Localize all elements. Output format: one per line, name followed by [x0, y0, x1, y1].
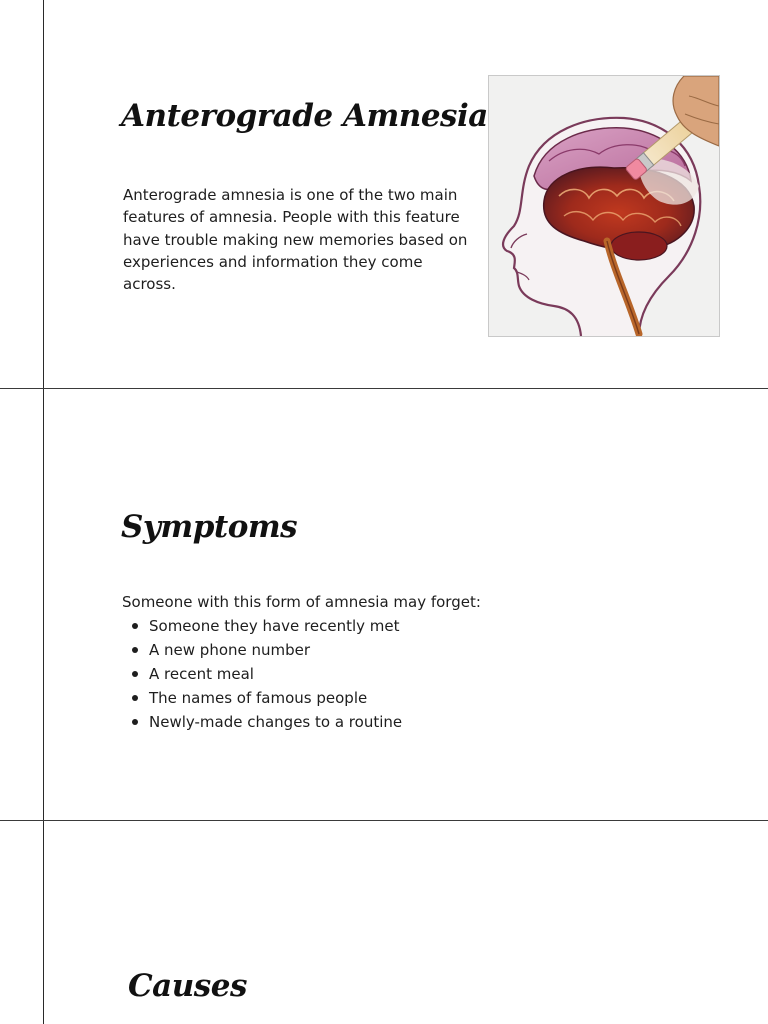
list-item	[131, 710, 402, 734]
section-divider-1	[0, 388, 768, 389]
bullet-icon	[132, 719, 138, 725]
list-item-text: Newly-made changes to a routine	[149, 713, 403, 731]
anterograde-amnesia-heading: Anterograde Amnesia	[121, 98, 488, 134]
list-item	[131, 662, 402, 686]
causes-heading: Causes	[128, 968, 247, 1004]
list-item-text: Someone they have recently met	[149, 617, 400, 635]
list-item-text: The names of famous people	[149, 689, 368, 707]
vertical-divider	[43, 0, 44, 1024]
list-item-text: A new phone number	[149, 641, 311, 659]
list-item-text: A recent meal	[149, 665, 254, 683]
list-item	[131, 614, 402, 638]
brain-eraser-illustration	[488, 75, 720, 337]
list-item	[131, 686, 402, 710]
bullet-icon	[132, 623, 138, 629]
symptoms-list	[131, 614, 402, 734]
anterograde-amnesia-paragraph: Anterograde amnesia is one of the two main features of amnesia. People with this feature have trouble making new memories based on experiences and information they come across.	[123, 186, 468, 294]
bullet-icon	[132, 671, 138, 677]
section-divider-2	[0, 820, 768, 821]
symptoms-intro: Someone with this form of amnesia may forget:	[122, 593, 481, 611]
bullet-icon	[132, 647, 138, 653]
list-item	[131, 638, 402, 662]
bullet-icon	[132, 695, 138, 701]
symptoms-heading: Symptoms	[121, 509, 298, 545]
